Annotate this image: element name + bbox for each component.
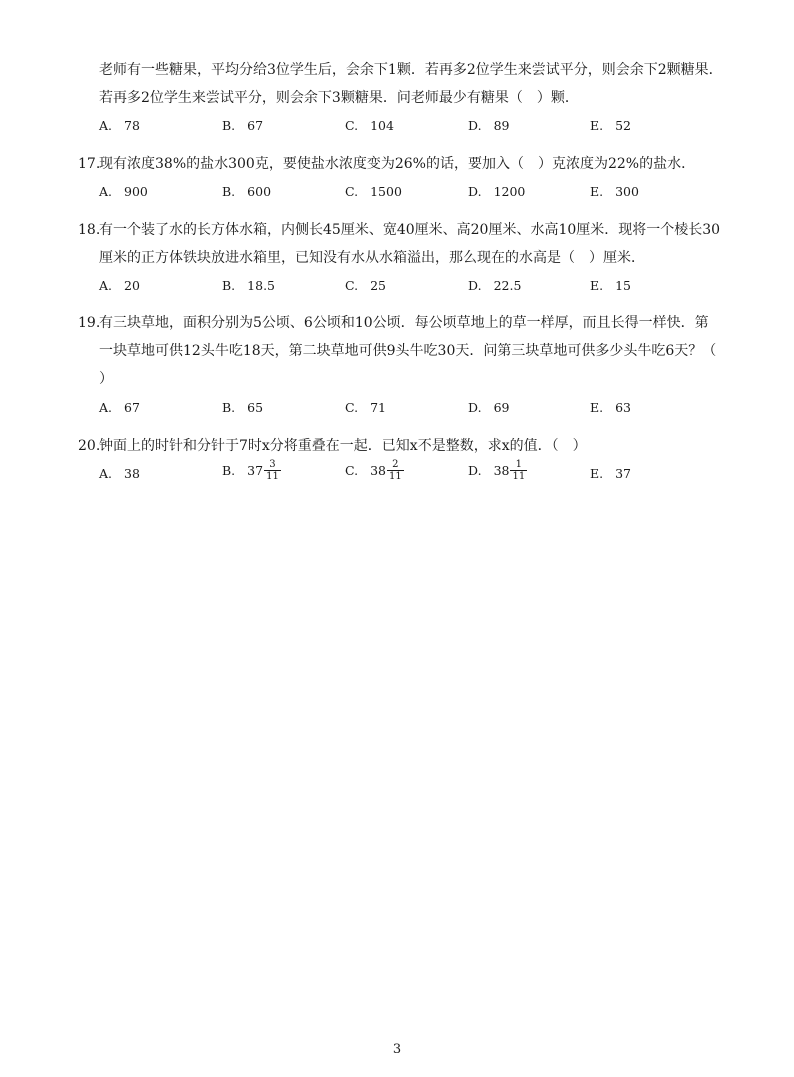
question-16-options [99, 115, 739, 137]
fraction: $\frac{1}{11}$ [512, 459, 526, 482]
option-a[interactable]: A. 38 [99, 466, 140, 481]
option-d[interactable]: D. 1200 [468, 184, 526, 199]
question-19-text-line-1: 19.有三块草地，面积分别为5公顷、6公顷和10公顷．每公顷草地上的草一样厚，而且长得一样快．第 [78, 315, 709, 331]
option-c[interactable]: C. 25 [345, 278, 386, 293]
question-number: 18. [78, 222, 101, 238]
option-c[interactable]: C. 1500 [345, 184, 402, 199]
question-18-options [99, 275, 739, 297]
question-20-options [99, 459, 739, 489]
question-17-text-line-1: 17.现有浓度38%的盐水300克，要使盐水浓度变为26%的话，要加入（ ）克浓度为22%的盐水． [78, 156, 696, 172]
option-e[interactable]: E. 37 [590, 466, 632, 481]
question-19-options [99, 397, 739, 419]
option-d[interactable]: D. 22.5 [468, 278, 522, 293]
option-c[interactable]: C. 104 [345, 118, 394, 133]
option-a[interactable]: A. 78 [99, 118, 140, 133]
fraction: $\frac{2}{11}$ [389, 459, 402, 482]
option-b[interactable]: B. 67 [222, 118, 264, 133]
question-18-text-line-2: 厘米的正方体铁块放进水箱里，已知没有水从水箱溢出，那么现在的水高是（ ）厘米． [99, 250, 645, 266]
question-16-text-line-1: 老师有一些糖果，平均分给3位学生后，会余下1颗．若再多2位学生来尝试平分，则会余下2颗糖果． [99, 62, 723, 78]
option-b[interactable]: B. 65 [222, 400, 264, 415]
option-c[interactable]: C. 38 $\frac{2}{11}$ [345, 459, 402, 482]
question-number: 17. [78, 156, 101, 172]
question-number: 19. [78, 315, 101, 331]
option-c[interactable]: C. 71 [345, 400, 386, 415]
option-d[interactable]: D. 89 [468, 118, 510, 133]
option-a[interactable]: A. 67 [99, 400, 140, 415]
question-19-text-line-2: 一块草地可供12头牛吃18天，第二块草地可供9头牛吃30天．问第三块草地可供多少头牛吃6天？（ [99, 343, 717, 359]
option-d[interactable]: D. 69 [468, 400, 510, 415]
option-b[interactable]: B. 37 $\frac{3}{11}$ [222, 459, 279, 482]
question-18-text-line-1: 18.有一个装了水的长方体水箱，内侧长45厘米、宽40厘米、高20厘米、水高10厘米．现将一个棱长30 [78, 222, 721, 238]
option-a[interactable]: A. 900 [99, 184, 148, 199]
option-e[interactable]: E. 300 [590, 184, 639, 199]
page-number: 3 [392, 1042, 402, 1057]
question-number: 20. [78, 438, 101, 454]
option-e[interactable]: E. 15 [590, 278, 632, 293]
option-e[interactable]: E. 63 [590, 400, 632, 415]
question-19-text-line-3: ） [99, 371, 113, 387]
option-b[interactable]: B. 600 [222, 184, 272, 199]
question-17-options [99, 181, 739, 203]
fraction: $\frac{3}{11}$ [266, 459, 279, 482]
option-d[interactable]: D. 38 $\frac{1}{11}$ [468, 459, 526, 482]
question-16-text-line-2: 若再多2位学生来尝试平分，则会余下3颗糖果．问老师最少有糖果（ ）颗． [99, 90, 579, 106]
question-20-text-line-1: 20.钟面上的时针和分针于7时x分将重叠在一起．已知x不是整数，求x的值．（ ） [78, 438, 587, 454]
option-e[interactable]: E. 52 [590, 118, 632, 133]
option-b[interactable]: B. 18.5 [222, 278, 276, 293]
option-a[interactable]: A. 20 [99, 278, 140, 293]
